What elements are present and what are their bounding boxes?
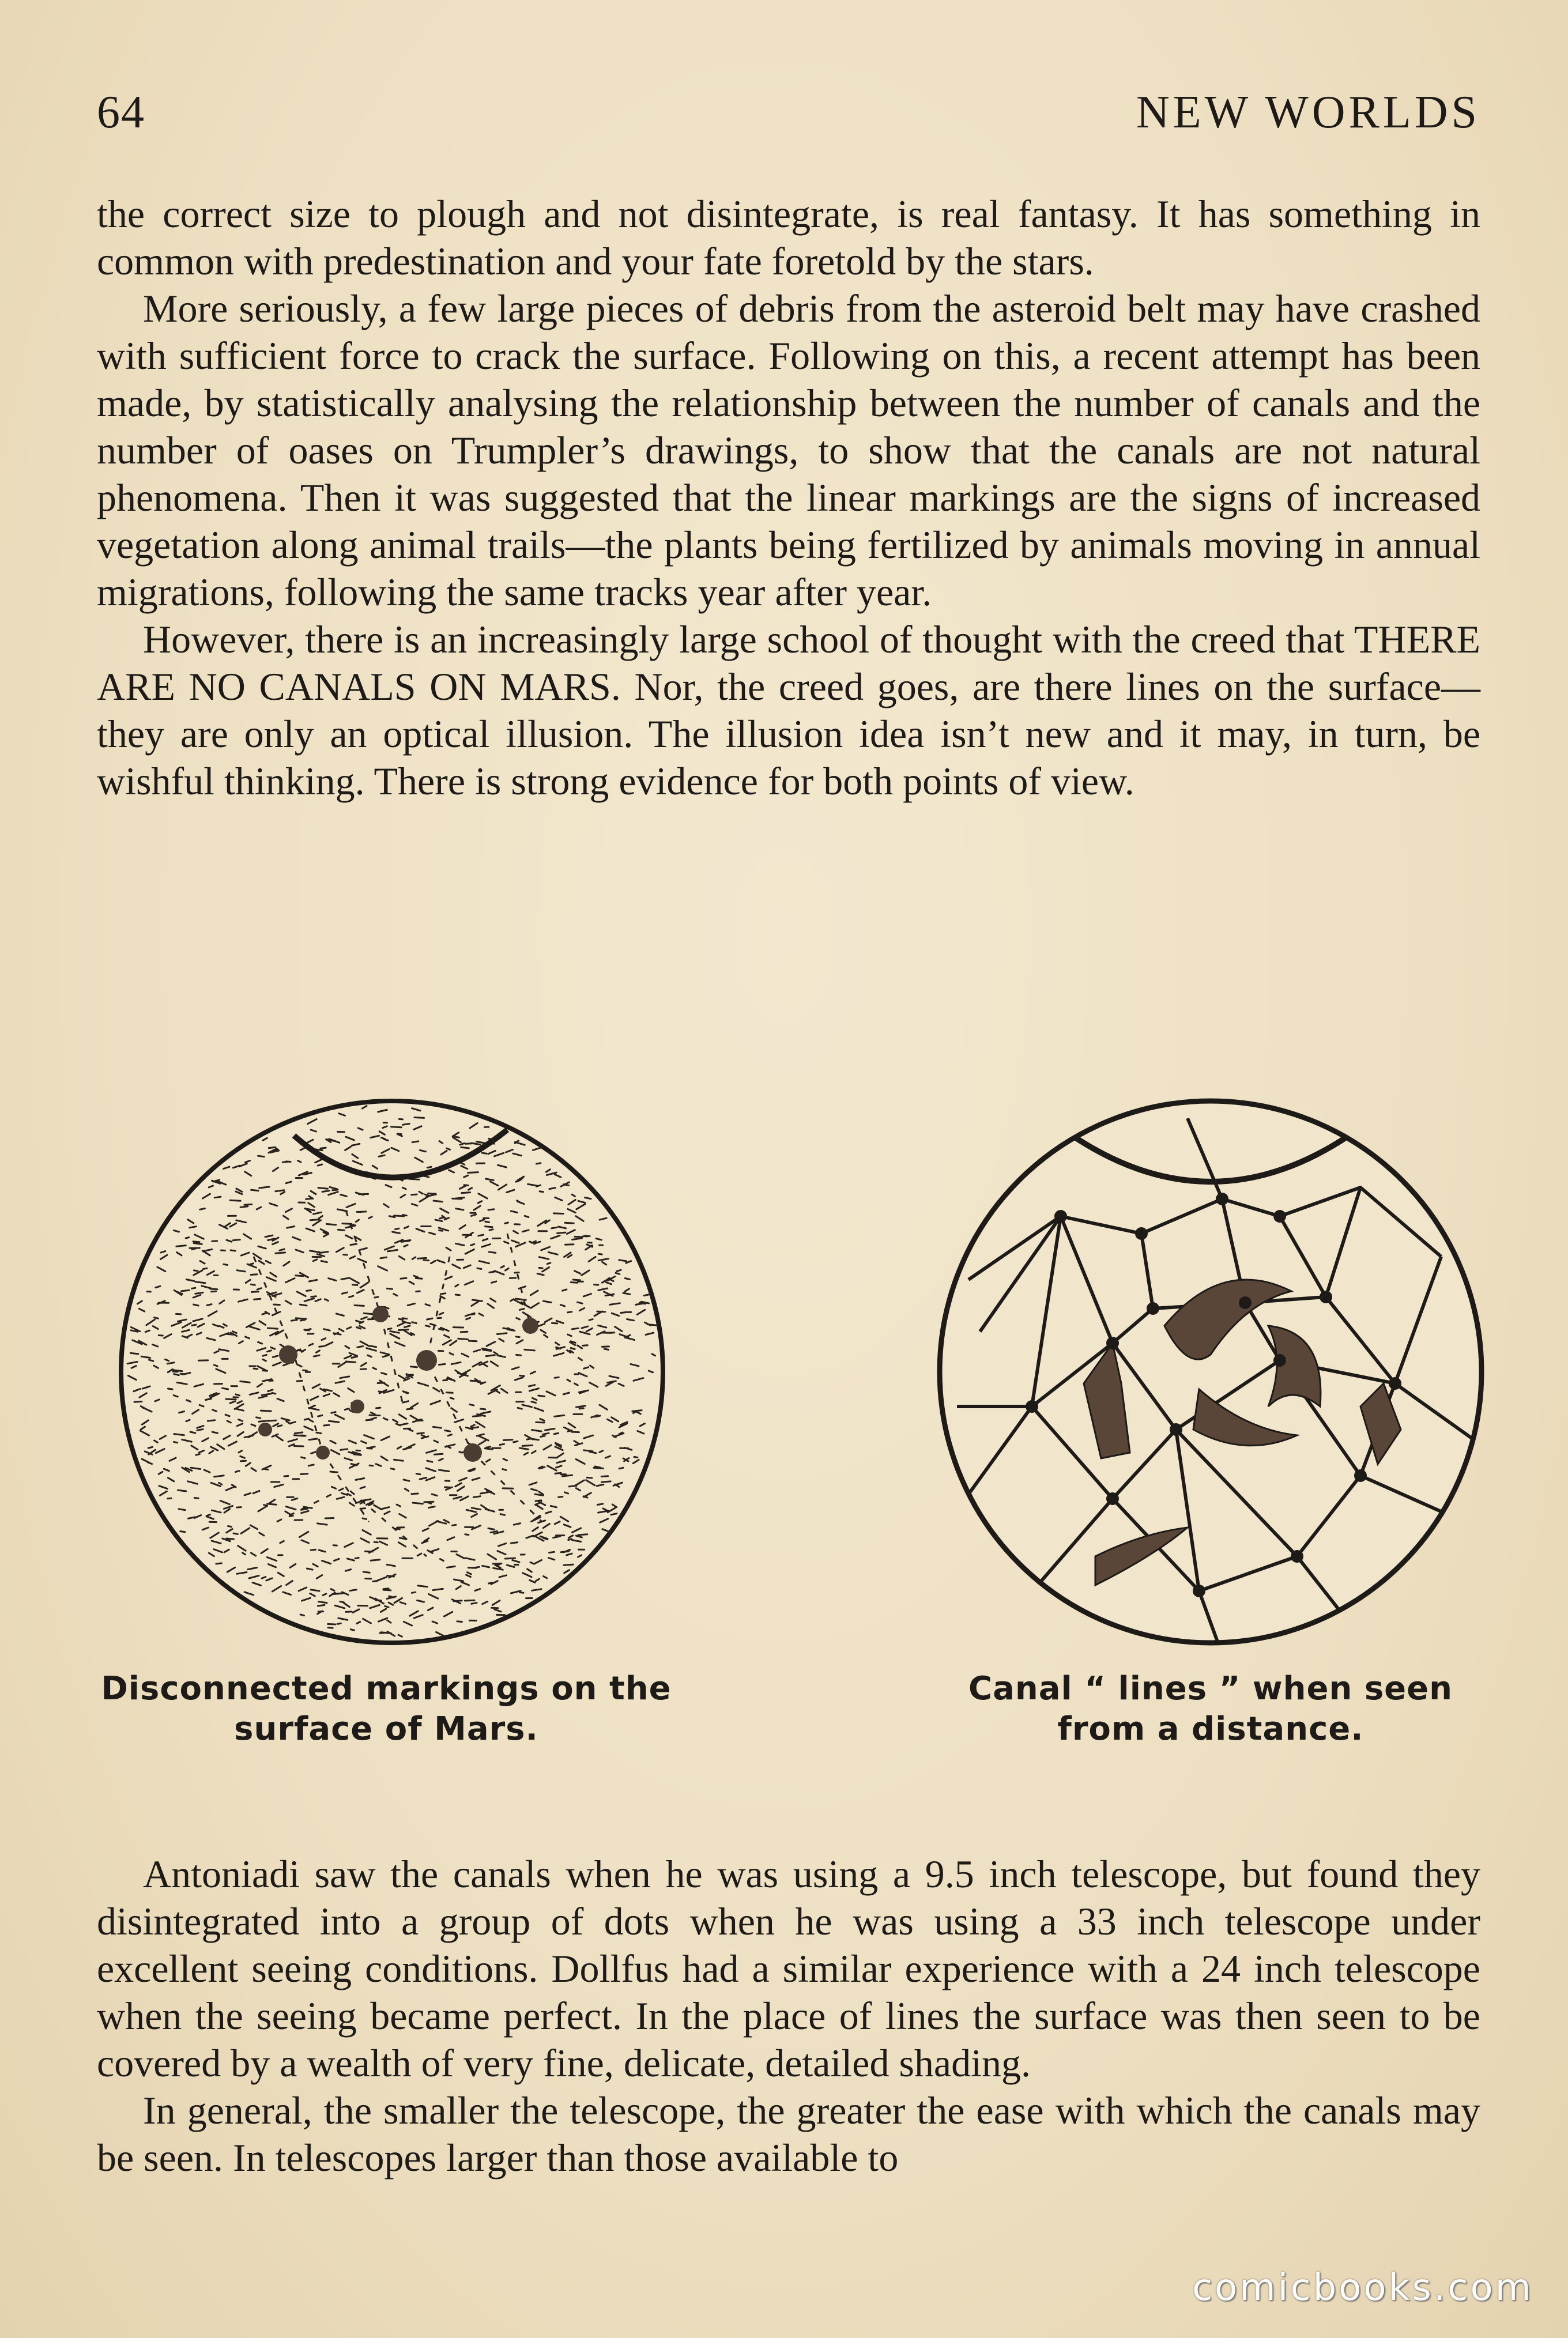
caption-line: surface of Mars.	[234, 1710, 538, 1748]
watermark: comicbooks.com	[1192, 2267, 1533, 2309]
paragraph: However, there is an increasingly large school of thought with the creed that THERE ARE NO CANALS ON MARS. Nor, the creed goes, are there lines on the surface—they are only an optical illusion. The illusion idea isn’t new and it may, in turn, be wishful thinking. There is strong evidence for both points of view.	[97, 617, 1480, 803]
mars-stippled-drawing	[104, 1084, 680, 1660]
page-header	[97, 86, 1480, 144]
paragraph: Antoniadi saw the canals when he was using a 9.5 inch telescope, but found they disintegrated into a group of dots when he was using a 33 inch telescope under excellent seeing conditions. Dollfus had a similar experience with a 24 inch telescope when the seeing became perfect. In the place of lines the surface was then seen to be covered by a wealth of very fine, delicate, detailed shading.	[97, 1852, 1480, 2085]
caption-line: from a distance.	[1057, 1710, 1364, 1748]
paragraph: the correct size to plough and not disintegrate, is real fantasy. It has something in common with predestination and your fate foretold by the stars.	[97, 192, 1480, 283]
body-text-bottom	[97, 1850, 1480, 2181]
page-number: 64	[97, 87, 145, 138]
paragraph: In general, the smaller the telescope, the greater the ease with which the canals may be seen. In telescopes larger than those available to	[97, 2088, 1480, 2179]
mars-canal-lines-figure	[922, 1084, 1499, 1660]
figure-caption-right	[865, 1669, 1556, 1749]
mars-disconnected-markings-figure	[104, 1084, 680, 1660]
caption-line: Canal “ lines ” when seen	[968, 1670, 1453, 1707]
body-text-top	[97, 190, 1480, 805]
caption-line: Disconnected markings on the	[101, 1670, 672, 1707]
paragraph: More seriously, a few large pieces of debris from the asteroid belt may have crashed with sufficient force to crack the surface. Following on this, a recent attempt has been made, by statistically analysing the relationship between the number of canals and the number of oases on Trumpler’s drawings, to show that the canals are not natural phenomena. Then it was suggested that the linear markings are the signs of increased vegetation along animal trails—the plants being fertilized by animals moving in annual migrations, following the same tracks year after year.	[97, 286, 1480, 614]
figure-caption-left	[40, 1669, 732, 1749]
mars-canal-drawing	[922, 1084, 1499, 1660]
running-title: NEW WORLDS	[1136, 87, 1480, 138]
